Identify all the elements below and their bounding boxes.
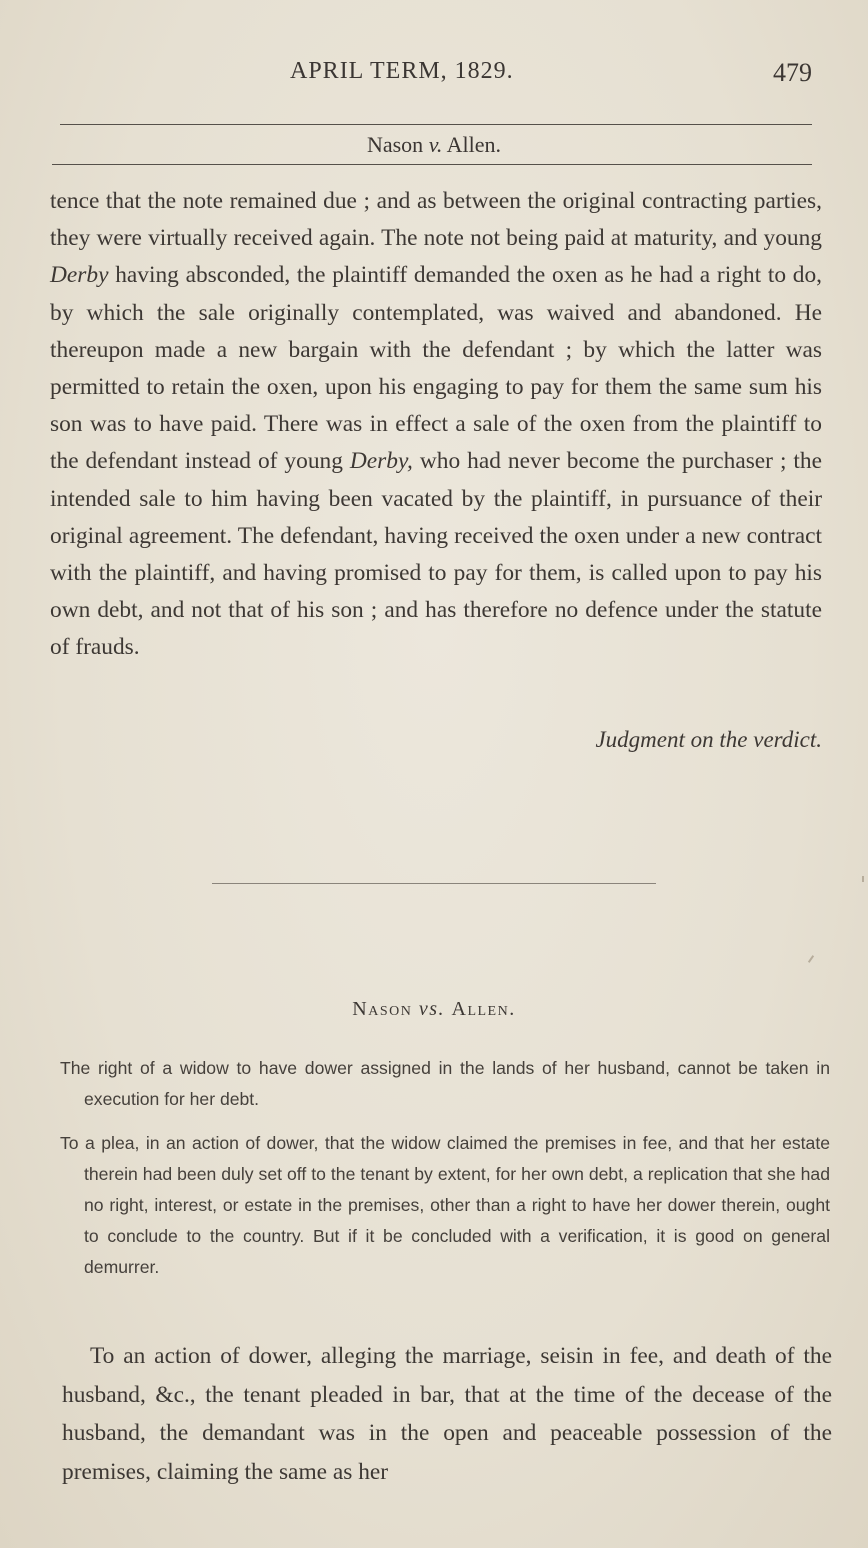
running-head — [0, 58, 868, 92]
header-rule-bottom — [52, 164, 812, 165]
party-name-derby-2: Derby, — [349, 448, 413, 475]
new-case-title — [0, 998, 868, 1021]
paper-speck — [808, 955, 814, 963]
continuation-text-1: tence that the note remained due ; and as between the original contracting parties, they were virtually received again. The note not being paid at maturity, and young — [50, 188, 822, 252]
opening-paragraph: To an action of dower, alleging the marriage, seisin in fee, and death of the husband, &c., the tenant pleaded in bar, that at the time of the decease of the husband, the demandant was in the open and peaceable possession of the premises, claiming the same as her — [62, 1343, 832, 1485]
page-number: 479 — [773, 58, 812, 87]
new-case-right: Allen. — [451, 998, 516, 1020]
paper-speck — [862, 876, 864, 882]
case-separator-rule — [212, 883, 656, 884]
new-case-left: Nason — [352, 998, 413, 1020]
case-header-right: Allen. — [446, 132, 502, 157]
party-name-derby: Derby — [50, 262, 109, 289]
continuation-paragraph — [50, 183, 822, 667]
headnote-2: To a plea, in an action of dower, that the widow claimed the premises in fee, and that her estate therein had been duly set off to the tenant by extent, for her own debt, a replication that she had no right, interest, or estate in the premises, other than a right to have her dower therein, ought to conclude to the country. But if it be concluded with a verification, it is good on general demurrer. — [60, 1133, 830, 1277]
continuation-text-2: having absconded, the plaintiff demanded the oxen as he had a right to do, by which the sale originally contemplated, was waived and abandoned. He thereupon made a new bargain with the defendant ; by which the latter was permitted to retain the oxen, upon his engaging to pay for them the same sum his son was to have paid. There was in effect a sale of the oxen from the plaintiff to the defendant instead of young — [50, 262, 822, 475]
header-rule-top — [60, 124, 812, 125]
case-header — [0, 132, 868, 158]
headnote-1: The right of a widow to have dower assigned in the lands of her husband, cannot be taken in execution for her debt. — [60, 1058, 830, 1109]
new-case-versus: vs. — [418, 998, 445, 1020]
continuation-text-3: who had never become the purchaser ; the intended sale to him having been vacated by the plaintiff, in pursuance of their original agreement. The defendant, having received the oxen under a new contract with the plaintiff, and having promised to pay for them, is called upon to pay his own debt, and not that of his son ; and has therefore no defence under the statute of frauds. — [50, 448, 822, 661]
case-header-left: Nason — [366, 132, 424, 157]
judgment-line: Judgment on the verdict. — [595, 727, 822, 752]
continuation-text — [50, 183, 822, 667]
case-header-versus: v. — [428, 132, 443, 157]
running-title: APRIL TERM, 1829. — [290, 58, 514, 84]
